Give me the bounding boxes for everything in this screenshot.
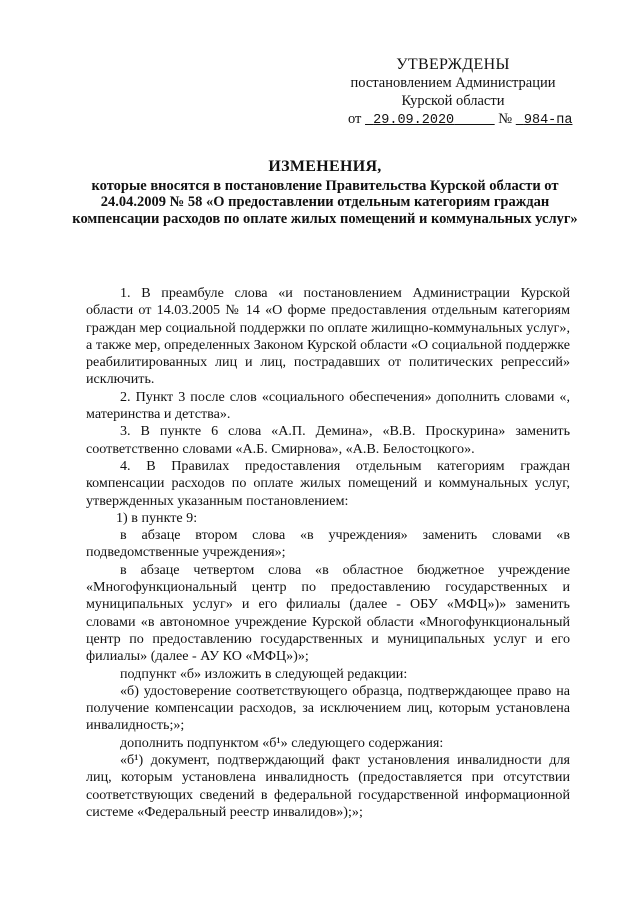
paragraph-clause-e: дополнить подпунктом «б¹» следующего содержания: <box>120 734 444 751</box>
paragraph-4-item-1: 1) в пункте 9: <box>116 509 198 526</box>
paragraph-clause-f: «б¹) документ, подтверждающий факт установления инвалидности для лиц, которым установлена инвалидность (предоставляется при отсутствии соответствующих сведений в федеральной государственной информационной системе «Федеральный реестр инвалидов»);»; <box>86 752 570 820</box>
approval-from: от <box>348 111 362 127</box>
approval-number-sign: № <box>498 111 513 127</box>
approval-date: 29.09.2020 <box>373 113 455 128</box>
approval-stamp <box>338 56 573 130</box>
paragraph-clause-b: в абзаце четвертом слова «в областное бюджетное учреждение «Многофункциональный центр по предоставлению государственных и муниципальных услуг» и его филиалы (далее - ОБУ «МФЦ»)» заменить словами «в автономное учреждение Курской области «Многофункциональный центр по предоставлению государственных и муниципальных услуг и его филиалы» (далее - АУ КО «МФЦ»)»; <box>86 561 570 665</box>
paragraph-4: 4. В Правилах предоставления отдельным категориям граждан компенсации расходов по оплате жилых помещений и коммунальных услуг, утвержденных указанным постановлением: <box>86 457 570 509</box>
approval-title: УТВЕРЖДЕНЫ <box>396 56 510 73</box>
paragraph-clause-c: подпункт «б» изложить в следующей редакции: <box>120 665 408 682</box>
approval-number: 984-па <box>523 113 573 128</box>
approval-date-line <box>338 110 573 130</box>
paragraph-1: 1. В преамбуле слова «и постановлением Администрации Курской области от 14.03.2005 № 14 «О форме предоставления отдельным категориям граждан мер социальной поддержки по оплате жилищно-коммунальных услуг», а также мер, определенных Законом Курской области «О социальной поддержке реабилитированных лиц и лиц, пострадавших от политических репрессий» исключить. <box>86 285 570 388</box>
paragraph-clause-a: в абзаце втором слова «в учреждения» заменить словами «в подведомственные учреждения»; <box>86 527 570 561</box>
paragraph-clause-d: «б) удостоверение соответствующего образца, подтверждающее право на получение компенсации расходов, за исключением лиц, которым установлена инвалидность;»; <box>86 682 570 734</box>
paragraph-2: 2. Пункт 3 после слов «социального обеспечения» дополнить словами «, материнства и детства». <box>86 388 570 423</box>
paragraph-3: 3. В пункте 6 слова «А.П. Демина», «В.В. Проскурина» заменить соответственно словами «А.Б. Смирнова», «А.В. Белостоцкого». <box>86 423 570 457</box>
document-heading <box>60 159 590 227</box>
approval-line-1: постановлением Администрации <box>350 75 556 91</box>
document-subtitle: которые вносятся в постановление Правительства Курской области от 24.04.2009 № 58 «О предоставлении отдельным категориям граждан компенсации расходов по оплате жилых помещений и коммунальных услуг» <box>72 177 578 227</box>
document-body <box>86 285 570 821</box>
approval-line-2: Курской области <box>401 93 505 109</box>
document-title: ИЗМЕНЕНИЯ, <box>268 158 382 175</box>
